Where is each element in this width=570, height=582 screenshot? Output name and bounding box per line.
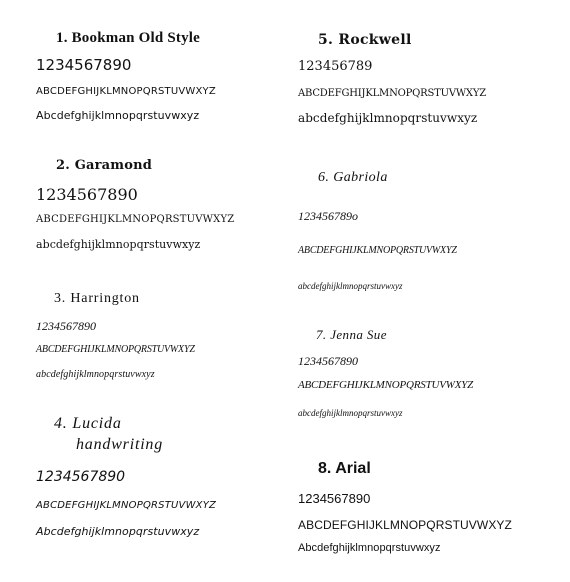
font-title: 2. Garamond <box>56 158 153 173</box>
digits-line: 1234567890 <box>298 354 358 368</box>
uppercase-line: ABCDEFGHIJKLMNOPQRSTUVWXYZ <box>298 379 474 391</box>
digits-line: 123456789 <box>298 59 373 74</box>
lowercase-line: abcdefghijklmnopqrstuvwxyz <box>298 281 403 291</box>
digits-line: 123456789o <box>298 209 358 223</box>
lowercase-line: abcdefghijklmnopqrstuvwxyz <box>36 238 201 251</box>
font-title: 1. Bookman Old Style <box>56 30 201 46</box>
lowercase-line: abcdefghijklmnopqrstuvwxyz <box>36 369 155 380</box>
uppercase-line: ABCDEFGHIJKLMNOPQRSTUVWXYZ <box>36 86 216 97</box>
font-title-line-2: handwriting <box>76 436 164 453</box>
lowercase-line: abcdefghijklmnopqrstuvwxyz <box>298 408 403 418</box>
uppercase-line: ABCDEFGHIJKLMNOPQRSTUVWXYZ <box>298 245 457 256</box>
lowercase-line: Abcdefghijklmnopqrstuvwxyz <box>36 109 200 122</box>
uppercase-line: ABCDEFGHIJKLMNOPQRSTUVWXYZ <box>36 344 195 355</box>
font-title: 5. Rockwell <box>318 32 412 48</box>
font-title-line-1: 4. Lucida <box>54 415 122 432</box>
lowercase-line: Abcdefghijklmnopqrstuvwxyz <box>298 542 441 554</box>
uppercase-line: ABCDEFGHIJKLMNOPQRSTUVWXYZ <box>298 518 512 532</box>
font-title: 3. Harrington <box>54 291 140 306</box>
uppercase-line: ABCDEFGHIJKLMNOPQRSTUVWXYZ <box>36 214 235 225</box>
uppercase-line: ABCDEFGHIJKLMNOPQRSTUVWXYZ <box>298 88 487 99</box>
digits-line: 1234567890 <box>36 185 138 204</box>
lowercase-line: Abcdefghijklmnopqrstuvwxyz <box>36 525 200 538</box>
digits-line: 1234567890 <box>36 319 96 333</box>
uppercase-line: ABCDEFGHIJKLMNOPQRSTUVWXYZ <box>36 500 217 511</box>
font-title: 6. Gabriola <box>318 170 388 185</box>
digits-line: 1234567890 <box>36 469 126 485</box>
digits-line: 1234567890 <box>36 56 132 74</box>
digits-line: 1234567890 <box>298 491 371 506</box>
font-title: 7. Jenna Sue <box>316 327 387 342</box>
lowercase-line: abcdefghijklmnopqrstuvwxyz <box>298 111 478 125</box>
font-title: 8. Arial <box>318 460 371 477</box>
